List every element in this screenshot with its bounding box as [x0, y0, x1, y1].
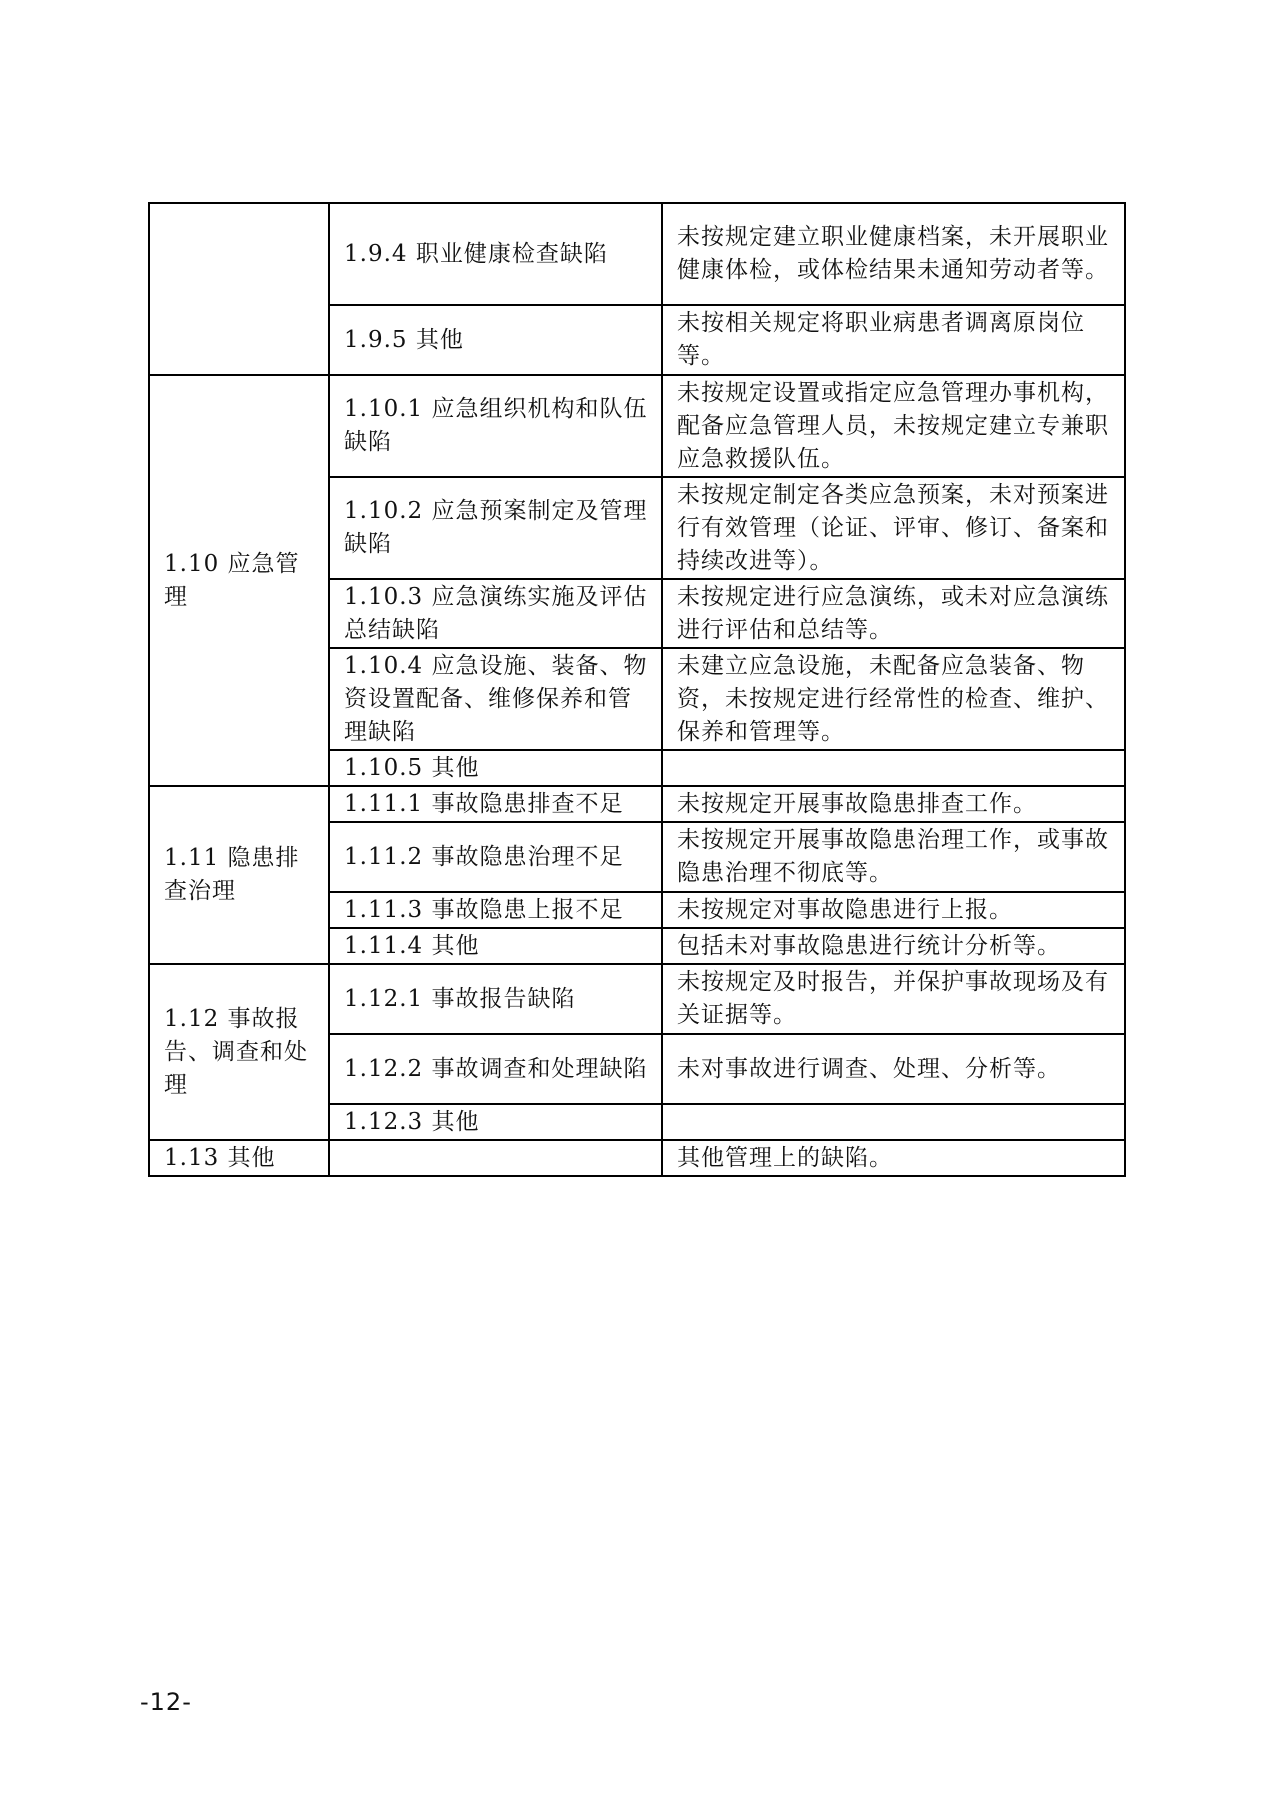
description-cell: 未按规定开展事故隐患治理工作，或事故隐患治理不彻底等。 [662, 822, 1125, 892]
description-cell: 其他管理上的缺陷。 [662, 1140, 1125, 1176]
item-cell: 1.10.1 应急组织机构和队伍缺陷 [329, 375, 662, 477]
item-cell: 1.12.3 其他 [329, 1104, 662, 1140]
item-cell: 1.10.2 应急预案制定及管理缺陷 [329, 477, 662, 579]
item-cell: 1.11.4 其他 [329, 928, 662, 964]
description-cell: 未按规定及时报告，并保护事故现场及有关证据等。 [662, 964, 1125, 1034]
description-cell: 包括未对事故隐患进行统计分析等。 [662, 928, 1125, 964]
item-cell: 1.10.3 应急演练实施及评估总结缺陷 [329, 579, 662, 648]
description-cell: 未按规定对事故隐患进行上报。 [662, 892, 1125, 928]
table-row [149, 375, 1125, 477]
description-cell: 未按相关规定将职业病患者调离原岗位等。 [662, 305, 1125, 375]
description-cell: 未按规定设置或指定应急管理办事机构，配备应急管理人员，未按规定建立专兼职应急救援队伍。 [662, 375, 1125, 477]
description-cell: 未按规定开展事故隐患排查工作。 [662, 786, 1125, 822]
item-cell: 1.9.5 其他 [329, 305, 662, 375]
page-number: -12- [140, 1688, 192, 1716]
item-cell: 1.10.5 其他 [329, 750, 662, 786]
category-cell: 1.10 应急管理 [149, 375, 329, 786]
item-cell: 1.11.3 事故隐患上报不足 [329, 892, 662, 928]
item-cell: 1.12.1 事故报告缺陷 [329, 964, 662, 1034]
description-cell [662, 750, 1125, 786]
category-cell: 1.13 其他 [149, 1140, 329, 1176]
category-cell: 1.12 事故报告、调查和处理 [149, 964, 329, 1140]
category-cell: 1.11 隐患排查治理 [149, 786, 329, 964]
category-cell [149, 203, 329, 375]
description-cell: 未对事故进行调查、处理、分析等。 [662, 1034, 1125, 1104]
table-row [149, 786, 1125, 822]
description-cell: 未按规定制定各类应急预案，未对预案进行有效管理（论证、评审、修订、备案和持续改进等）。 [662, 477, 1125, 579]
table-row [149, 964, 1125, 1034]
item-cell: 1.9.4 职业健康检查缺陷 [329, 203, 662, 305]
description-cell: 未按规定进行应急演练，或未对应急演练进行评估和总结等。 [662, 579, 1125, 648]
item-cell: 1.12.2 事故调查和处理缺陷 [329, 1034, 662, 1104]
description-cell: 未建立应急设施，未配备应急装备、物资，未按规定进行经常性的检查、维护、保养和管理等。 [662, 648, 1125, 750]
description-cell [662, 1104, 1125, 1140]
table-row [149, 203, 1125, 305]
item-cell [329, 1140, 662, 1176]
item-cell: 1.11.2 事故隐患治理不足 [329, 822, 662, 892]
defect-table [148, 202, 1126, 1177]
item-cell: 1.10.4 应急设施、装备、物资设置配备、维修保养和管理缺陷 [329, 648, 662, 750]
table-row [149, 1140, 1125, 1176]
description-cell: 未按规定建立职业健康档案，未开展职业健康体检，或体检结果未通知劳动者等。 [662, 203, 1125, 305]
item-cell: 1.11.1 事故隐患排查不足 [329, 786, 662, 822]
